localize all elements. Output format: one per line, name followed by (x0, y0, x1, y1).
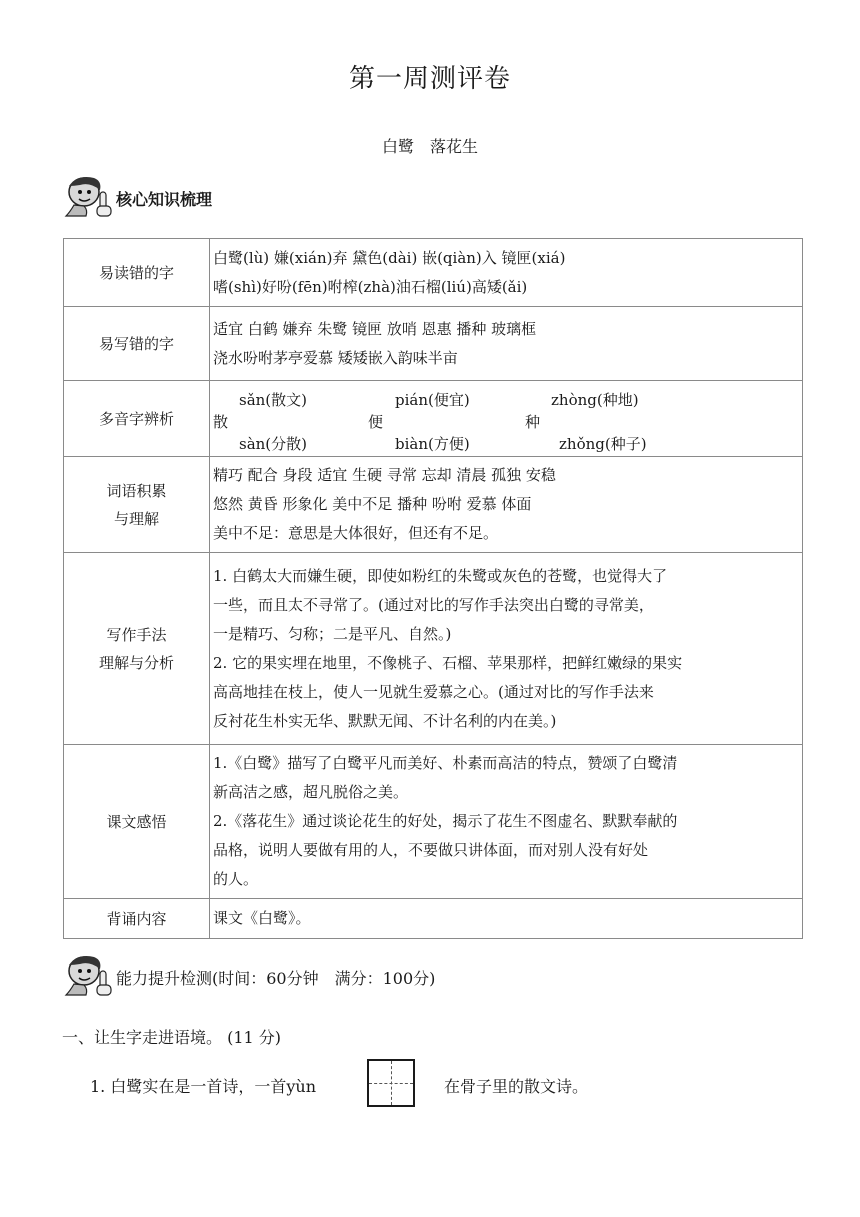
table-row (64, 553, 803, 745)
category-line: 写作手法 (106, 625, 167, 644)
polyphone-char: 种 (525, 412, 541, 431)
page-title: 第一周测评卷 (348, 64, 511, 94)
row-category: 易读错的字 (64, 239, 210, 307)
row-category: 易写错的字 (64, 307, 210, 381)
content-line: 美中不足：意思是大体很好，但还有不足。 (213, 524, 499, 542)
polyphone-reading: sàn(分散) (239, 434, 308, 453)
row-category (64, 553, 210, 745)
content-line: 悠然 黄昏 形象化 美中不足 播种 吩咐 爱慕 体面 (213, 495, 532, 513)
grid-guide-vertical (391, 1061, 392, 1105)
content-line: 浇水吩咐茅亭爱慕 矮矮嵌入韵味半亩 (213, 348, 458, 367)
content-line: 一是精巧、匀称；二是平凡、自然。) (213, 624, 452, 643)
category-line: 词语积累 (106, 481, 167, 500)
polyphone-reading: zhòng(种地) (551, 390, 639, 409)
polyphone-reading: zhǒng(种子) (559, 434, 647, 453)
content-line: 白鹭(lù) 嫌(xián)弃 黛色(dài) 嵌(qiàn)入 镜匣(xiá) (213, 248, 566, 267)
content-line: 品格，说明人要做有用的人，不要做只讲体面，而对别人没有好处 (213, 841, 649, 859)
content-line: 高高地挂在枝上，使人一见就生爱慕之心。(通过对比的写作手法来 (213, 682, 654, 701)
row-content (210, 899, 803, 939)
table-row (64, 899, 803, 939)
category-line: 与理解 (113, 509, 159, 528)
row-category (64, 457, 210, 553)
category-line: 理解与分析 (98, 653, 174, 672)
answer-grid-box[interactable] (367, 1059, 415, 1107)
boy-pointing-mascot-icon (60, 951, 120, 997)
table-row (64, 457, 803, 553)
content-line: 课文《白鹭》。 (213, 909, 311, 927)
row-content (210, 457, 803, 553)
polyphone-char: 散 (213, 412, 229, 431)
polyphone-group (213, 386, 800, 452)
content-line: 适宜 白鹤 嫌弃 朱鹭 镜匣 放哨 恩惠 播种 玻璃框 (213, 319, 537, 338)
row-category: 背诵内容 (64, 899, 210, 939)
content-line: 2. 它的果实埋在地里，不像桃子、石榴、苹果那样，把鲜红嫩绿的果实 (213, 653, 683, 672)
content-line: 精巧 配合 身段 适宜 生硬 寻常 忘却 清晨 孤独 安稳 (213, 466, 556, 484)
polyphone-reading: biàn(方便) (395, 434, 470, 453)
content-line: 1.《白鹭》描写了白鹭平凡而美好、朴素而高洁的特点，赞颂了白鹭清 (213, 754, 678, 772)
polyphone-char: 便 (368, 412, 384, 431)
question-1-text: 1. 白鹭实在是一首诗，一首yùn (90, 1077, 317, 1096)
row-category: 多音字辨析 (64, 381, 210, 457)
question-1-text-after: 在骨子里的散文诗。 (444, 1077, 589, 1096)
content-line: 1. 白鹤太大而嫌生硬，即使如粉红的朱鹭或灰色的苍鹭，也觉得大了 (213, 566, 668, 585)
row-content (210, 307, 803, 381)
row-category: 课文感悟 (64, 745, 210, 899)
row-content (210, 745, 803, 899)
section-header-knowledge (60, 168, 212, 218)
polyphone-reading: pián(便宜) (395, 390, 470, 409)
lesson-subtitle: 白鹭 落花生 (381, 137, 478, 156)
content-line: 新高洁之感，超凡脱俗之美。 (213, 783, 409, 801)
row-content (210, 381, 803, 457)
section-label-knowledge: 核心知识梳理 (116, 190, 213, 209)
boy-pointing-mascot-icon (60, 172, 120, 218)
table-row (64, 307, 803, 381)
polyphone-reading: sǎn(散文) (239, 390, 308, 409)
table-row (64, 239, 803, 307)
table-row (64, 381, 803, 457)
knowledge-table (63, 238, 803, 939)
content-line: 反衬花生朴实无华、默默无闻、不计名利的内在美。) (213, 711, 557, 730)
content-line: 一些，而且太不寻常了。(通过对比的写作手法突出白鹭的寻常美， (213, 595, 654, 614)
part-one-heading: 一、让生字走进语境。 (11 分) (62, 1028, 282, 1047)
section-label-ability: 能力提升检测(时间：60分钟 满分：100分) (116, 969, 436, 988)
row-content (210, 239, 803, 307)
row-content (210, 553, 803, 745)
content-line: 的人。 (213, 870, 259, 888)
section-header-ability (60, 947, 435, 997)
table-row (64, 745, 803, 899)
content-line: 2.《落花生》通过谈论花生的好处，揭示了花生不图虚名、默默奉献的 (213, 812, 678, 830)
content-line: 嗜(shì)好吩(fēn)咐榨(zhà)油石榴(liú)高矮(ǎi) (213, 277, 528, 296)
